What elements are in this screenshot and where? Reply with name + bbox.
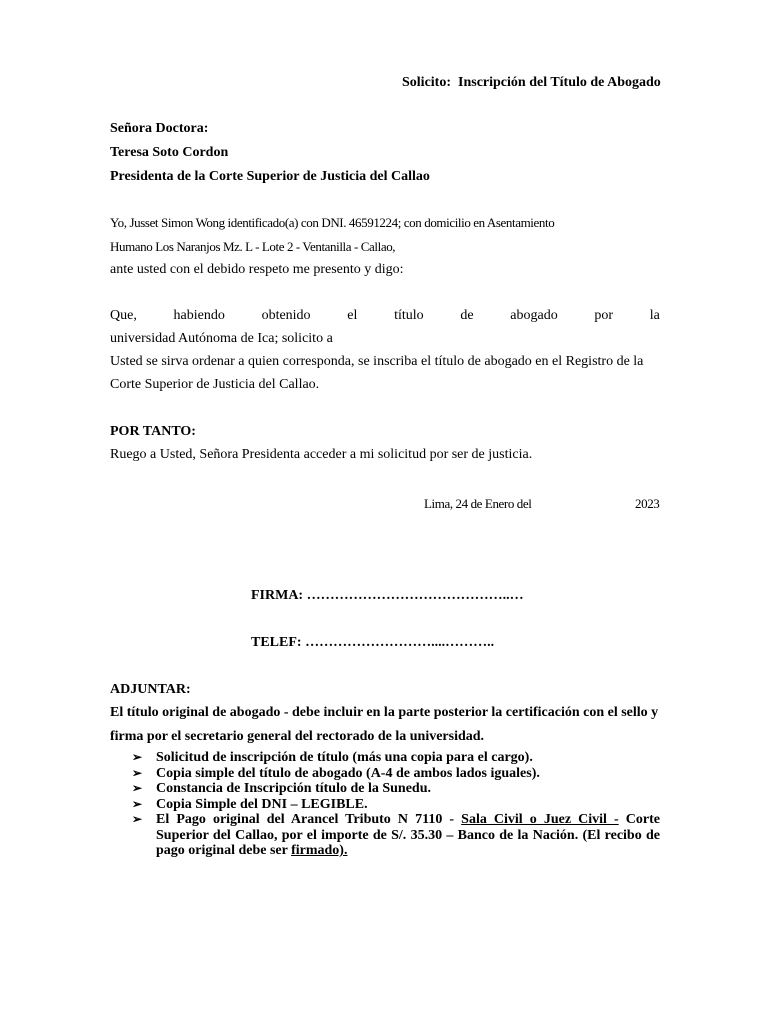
arrowhead-bullet-icon: ➢ <box>132 796 143 811</box>
arrowhead-bullet-icon: ➢ <box>132 765 143 780</box>
telef-label: TELEF: <box>251 635 302 650</box>
request-word: obtenido <box>261 308 311 323</box>
phone-line <box>251 635 494 651</box>
intro-line-1: Yo, Jusset Simon Wong identificado(a) con DNI. 46591224; con domicilio en Asentamiento <box>110 215 555 230</box>
underlined-court-text: Sala Civil o Juez Civil - <box>461 812 619 827</box>
request-word: la <box>649 308 660 323</box>
attachments-heading: ADJUNTAR: <box>110 682 191 697</box>
request-line-3: Usted se sirva ordenar a quien corresponda, se inscriba el título de abogado en el Registro de la <box>110 354 644 369</box>
arrowhead-bullet-icon: ➢ <box>132 812 143 826</box>
request-word: Que, <box>110 308 137 323</box>
date-place: Lima, 24 de Enero del <box>424 496 532 511</box>
list-item: ➢ Copia simple del título de abogado (A-4 de ambos lados iguales). <box>132 765 540 781</box>
attachments-intro-line-2: firma por el secretario general del rectorado de la universidad. <box>110 729 485 744</box>
request-line-2: universidad Autónoma de Ica; solicito a <box>110 331 333 346</box>
date-year: 2023 <box>635 496 660 511</box>
subject-line: Solicito: Inscripción del Título de Abogado <box>402 75 661 90</box>
firma-dots: ……………………………………..… <box>306 588 524 603</box>
subject-text: Inscripción del Título de Abogado <box>458 75 661 90</box>
list-item-payment: ➢ El Pago original del Arancel Tributo N 7110 - Sala Civil o Juez Civil - Corte Superior del Callao, por el importe de S/. 35.30 – Banco de la Nación. (El recibo de pago original debe ser firmado). <box>132 812 660 858</box>
intro-line-2: Humano Los Naranjos Mz. L - Lote 2 - Ventanilla - Callao, <box>110 239 396 254</box>
conclusion-heading: POR TANTO: <box>110 424 196 439</box>
telef-dots: ………………………....……….. <box>305 635 495 650</box>
attachments-list <box>130 750 660 859</box>
conclusion-text: Ruego a Usted, Señora Presidenta acceder a mi solicitud por ser de justicia. <box>110 447 533 462</box>
request-word: abogado <box>510 308 558 323</box>
recipient-position: Presidenta de la Corte Superior de Justicia del Callao <box>110 169 430 184</box>
intro-line-3: ante usted con el debido respeto me presento y digo: <box>110 262 404 277</box>
firma-label: FIRMA: <box>251 588 304 603</box>
signature-line <box>251 588 524 604</box>
attachments-intro-line-1: El título original de abogado - debe incluir en la parte posterior la certificación con el sello y <box>110 705 659 720</box>
arrowhead-bullet-icon: ➢ <box>132 750 143 764</box>
request-word: de <box>460 308 474 323</box>
request-word: habiendo <box>173 308 225 323</box>
arrowhead-bullet-icon: ➢ <box>132 781 143 795</box>
request-word: el <box>347 308 358 323</box>
recipient-name: Teresa Soto Cordon <box>110 145 229 160</box>
list-item: ➢ Solicitud de inscripción de título (más una copia para el cargo). <box>132 750 533 765</box>
request-word: título <box>394 308 424 323</box>
request-word: por <box>594 308 614 323</box>
list-item: ➢ Constancia de Inscripción título de la Sunedu. <box>132 781 431 796</box>
recipient-salutation: Señora Doctora: <box>110 121 209 136</box>
subject-label: Solicito <box>402 75 447 90</box>
underlined-signed-text: firmado). <box>291 843 348 858</box>
request-line-1 <box>110 308 660 324</box>
list-item: ➢ Copia Simple del DNI – LEGIBLE. <box>132 796 368 812</box>
request-line-4: Corte Superior de Justicia del Callao. <box>110 377 320 392</box>
